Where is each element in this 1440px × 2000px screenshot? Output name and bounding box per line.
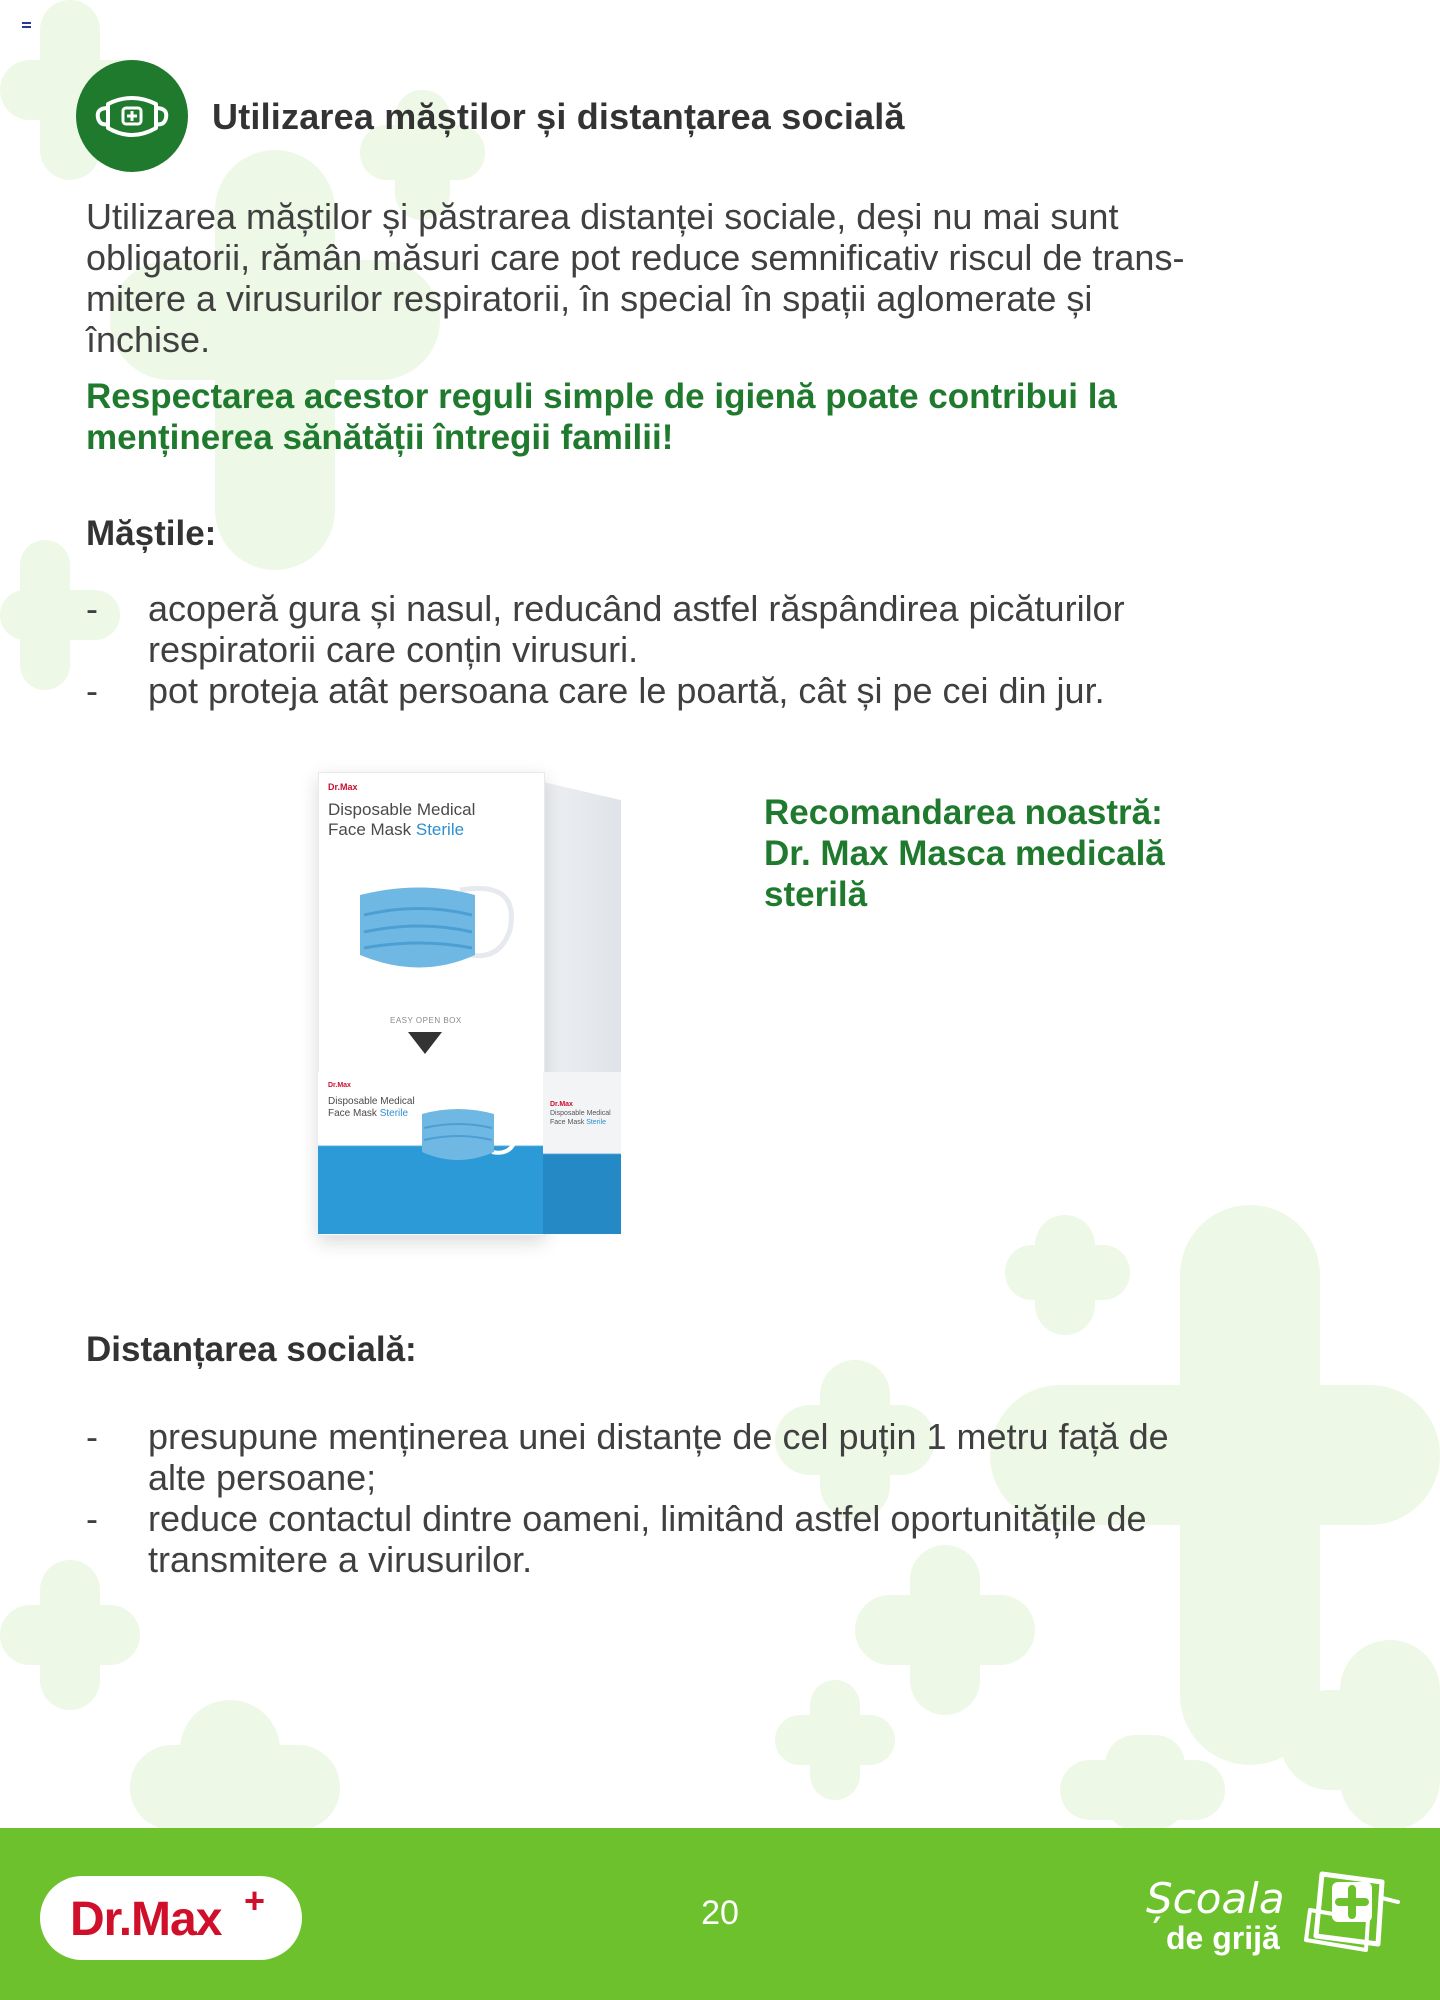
recommendation-line: Dr. Max Masca medicală — [764, 834, 1165, 873]
intro-line: închise. — [86, 319, 211, 360]
arrow-down-icon — [408, 1032, 442, 1054]
bullet-dash: - — [86, 588, 98, 629]
product-side-title — [550, 1118, 611, 1127]
product-title-face-mask: Face Mask — [328, 820, 412, 839]
distancing-heading: Distanțarea socială: — [86, 1330, 417, 1369]
product-side-brand: Dr.Max — [550, 1101, 573, 1108]
bullet-line: acoperă gura și nasul, reducând astfel răspândirea picăturilor — [148, 588, 1125, 629]
recommendation-line: sterilă — [764, 875, 868, 914]
intro-line: obligatorii, rămân măsuri care pot reduce semnificativ riscul de trans- — [86, 237, 1185, 278]
distancing-bullet-list — [86, 1416, 1346, 1580]
highlight-line: Respectarea acestor reguli simple de igienă poate contribui la — [86, 377, 1117, 416]
product-side-title: Disposable Medical — [550, 1110, 611, 1117]
product-title-line — [328, 820, 475, 840]
box-side-bottom — [543, 1072, 621, 1234]
product-recommendation — [764, 792, 1284, 915]
face-mask-small-icon — [416, 1094, 526, 1174]
bullet-line: presupune menținerea unei distanțe de cel puțin 1 metru față de — [148, 1416, 1169, 1457]
bullet-line: alte persoane; — [148, 1457, 377, 1498]
masks-bullet-list — [86, 588, 1346, 711]
product-image — [310, 760, 660, 1240]
recommendation-line: Recomandarea noastră: — [764, 793, 1163, 832]
product-title-small-line: Disposable Medical — [328, 1096, 415, 1107]
highlight-line: menținerea sănătății întregii familii! — [86, 418, 674, 457]
highlight-paragraph — [86, 376, 1346, 458]
easy-open-label: EASY OPEN BOX — [390, 1016, 462, 1025]
product-side-sterile: Sterile — [586, 1119, 607, 1126]
product-title-small — [328, 1096, 415, 1120]
intro-line: Utilizarea măștilor și păstrarea distanței sociale, deși nu mai sunt — [86, 196, 1119, 237]
intro-line: mitere a virusurilor respiratorii, în special în spații aglomerate și — [86, 278, 1093, 319]
footer — [0, 1828, 1440, 2000]
list-item — [86, 670, 1346, 711]
intro-paragraph — [86, 196, 1346, 360]
list-item — [86, 1498, 1346, 1580]
bullet-dash: - — [86, 1498, 98, 1539]
face-mask-illustration-icon — [350, 860, 530, 990]
product-title-small-face-mask: Face Mask — [328, 1108, 377, 1119]
list-item — [86, 588, 1346, 670]
product-title-small-line — [328, 1108, 415, 1120]
scoala-de-grija-title: Școala — [1146, 1874, 1285, 1923]
product-title-line: Disposable Medical — [328, 800, 476, 819]
product-side-face-mask: Face Mask — [550, 1119, 585, 1126]
logo-plus-icon: + — [244, 1880, 266, 1921]
medical-book-icon — [1302, 1864, 1402, 1954]
product-brand: Dr.Max — [328, 782, 358, 792]
product-title — [328, 800, 475, 840]
face-mask-icon — [76, 60, 188, 172]
scoala-de-grija-subtitle: de grijă — [1166, 1920, 1280, 1956]
list-item — [86, 1416, 1346, 1498]
bullet-line: reduce contactul dintre oameni, limitând astfel oportunitățile de — [148, 1498, 1147, 1539]
page-number: 20 — [701, 1894, 739, 1932]
logo-text: Dr.Max — [70, 1893, 222, 1946]
bullet-line: respiratorii care conțin virusuri. — [148, 629, 639, 670]
masks-heading: Măștile: — [86, 514, 217, 553]
bullet-line: transmitere a virusurilor. — [148, 1539, 533, 1580]
product-brand-small: Dr.Max — [328, 1082, 351, 1089]
bullet-line: pot proteja atât persoana care le poartă, cât și pe cei din jur. — [148, 670, 1105, 711]
page-title: Utilizarea măștilor și distanțarea socială — [212, 96, 905, 137]
bullet-dash: - — [86, 1416, 98, 1457]
product-sterile-label: Sterile — [415, 820, 465, 839]
menu-mark — [22, 22, 31, 30]
product-side-label — [550, 1100, 611, 1127]
product-sterile-small: Sterile — [379, 1108, 409, 1119]
bullet-dash: - — [86, 670, 98, 711]
